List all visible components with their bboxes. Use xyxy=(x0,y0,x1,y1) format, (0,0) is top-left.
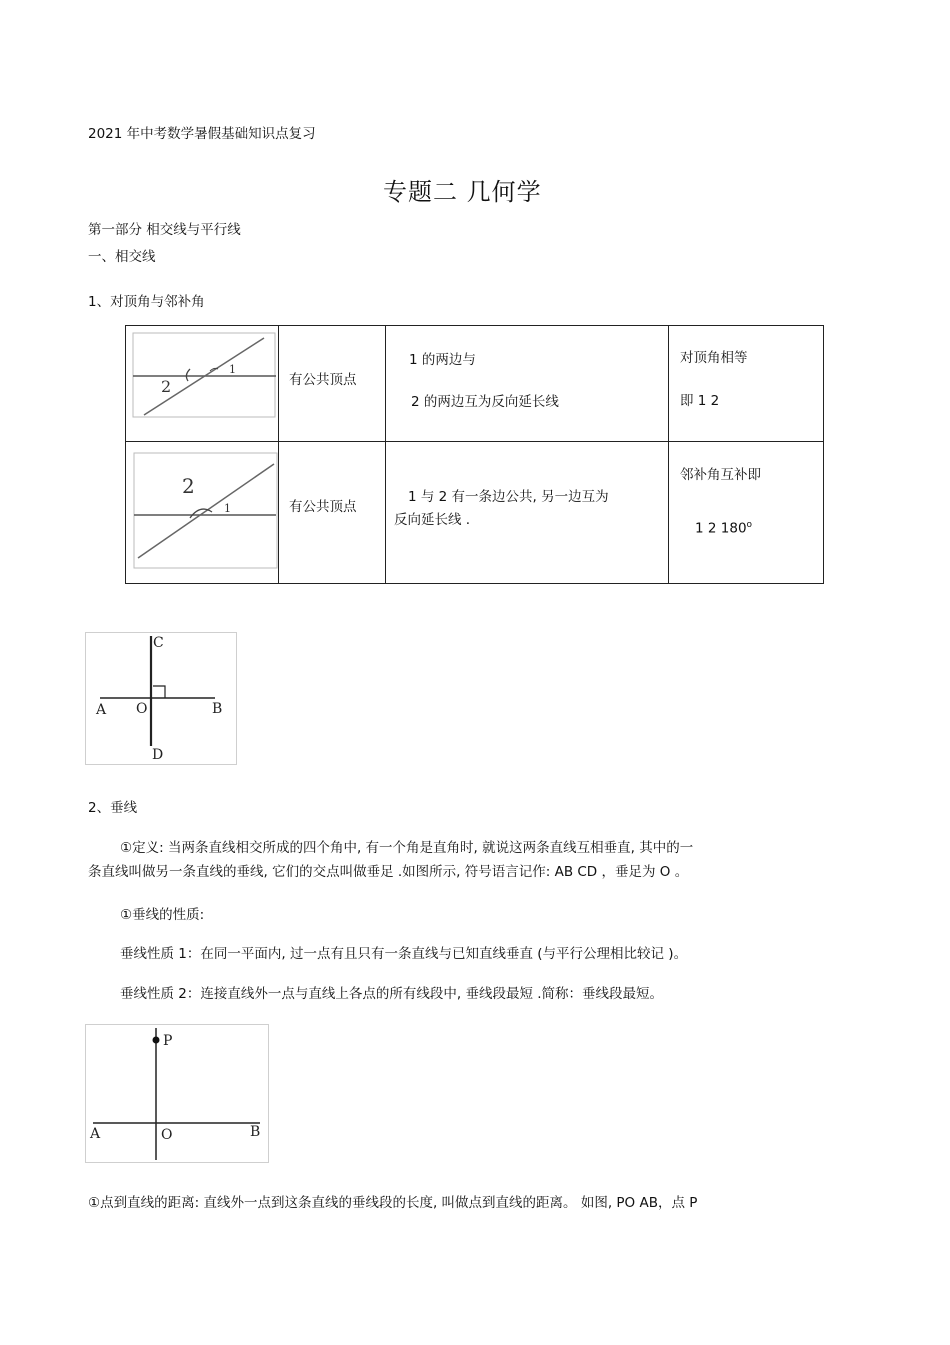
feature-cell xyxy=(279,442,386,584)
doc-subtitle: 2021 年中考数学暑假基础知识点复习 xyxy=(88,126,316,142)
label-O: O xyxy=(136,701,148,717)
property-cell xyxy=(669,442,824,584)
property-line-1: 对顶角相等 xyxy=(680,350,748,366)
adjacent-angle-figure xyxy=(128,448,278,578)
point-line-distance-figure xyxy=(85,1024,270,1164)
angles-table xyxy=(125,325,824,584)
section-heading: 一、相交线 xyxy=(88,249,156,265)
feature-text: 有公共顶点 xyxy=(289,372,357,388)
relation-line-1: 1 的两边与 xyxy=(409,352,476,368)
property-line-2: 即 1 2 xyxy=(680,393,720,409)
page-title: 专题二 几何学 xyxy=(383,178,542,206)
label-O: O xyxy=(161,1127,173,1143)
perp-properties-heading: ①垂线的性质: xyxy=(120,907,205,923)
point-line-distance-text: ①点到直线的距离: 直线外一点到这条直线的垂线段的长度, 叫做点到直线的距离。 如图, PO AB，点 P xyxy=(88,1195,698,1211)
perp-property-2: 垂线性质 2：连接直线外一点与直线上各点的所有线段中, 垂线段最短 .简称：垂线段最短。 xyxy=(120,986,664,1002)
subsection-heading: 1、对顶角与邻补角 xyxy=(88,294,205,310)
feature-text: 有公共顶点 xyxy=(289,499,357,515)
relation-cell xyxy=(386,442,669,584)
angle-2-label: 2 xyxy=(182,474,195,498)
perp-heading: 2、垂线 xyxy=(88,800,138,816)
relation-line-2: 2 的两边互为反向延长线 xyxy=(411,394,559,410)
table-row xyxy=(126,326,824,442)
angle-2-label: 2 xyxy=(161,377,172,396)
relation-line-1: 1 与 2 有一条边公共, 另一边互为 xyxy=(408,489,609,505)
perp-property-1: 垂线性质 1：在同一平面内, 过一点有且只有一条直线与已知直线垂直 (与平行公理相比较记 )。 xyxy=(120,946,688,962)
relation-cell xyxy=(386,326,669,442)
angle-1-label: 1 xyxy=(229,363,236,376)
label-A: A xyxy=(90,1126,101,1142)
vertical-angle-figure xyxy=(128,329,278,439)
angle-1-label: 1 xyxy=(224,502,231,515)
adjacent-angle-figure-cell xyxy=(126,442,279,584)
perp-definition-line-1: ①定义: 当两条直线相交所成的四个角中, 有一个角是直角时, 就说这两条直线互相垂直, 其中的一 xyxy=(120,840,694,856)
perpendicular-figure xyxy=(85,632,238,766)
table-row xyxy=(126,442,824,584)
label-B: B xyxy=(212,701,223,717)
label-P: P xyxy=(163,1033,173,1049)
perp-definition-line-2: 条直线叫做另一条直线的垂线, 它们的交点叫做垂足 .如图所示, 符号语言记作: AB CD ，垂足为 O 。 xyxy=(88,864,689,880)
label-C: C xyxy=(153,635,164,651)
property-line-2: 1 2 180$^o$ xyxy=(695,520,753,537)
label-A: A xyxy=(96,702,107,718)
label-D: D xyxy=(152,747,164,763)
part-heading: 第一部分 相交线与平行线 xyxy=(88,222,241,238)
property-line-1: 邻补角互补即 xyxy=(680,467,761,483)
feature-cell xyxy=(279,326,386,442)
degree-sup: o xyxy=(746,520,753,530)
relation-line-2: 反向延长线 . xyxy=(394,512,471,528)
property-cell xyxy=(669,326,824,442)
vertical-angle-figure-cell xyxy=(126,326,279,442)
label-B: B xyxy=(250,1124,261,1140)
